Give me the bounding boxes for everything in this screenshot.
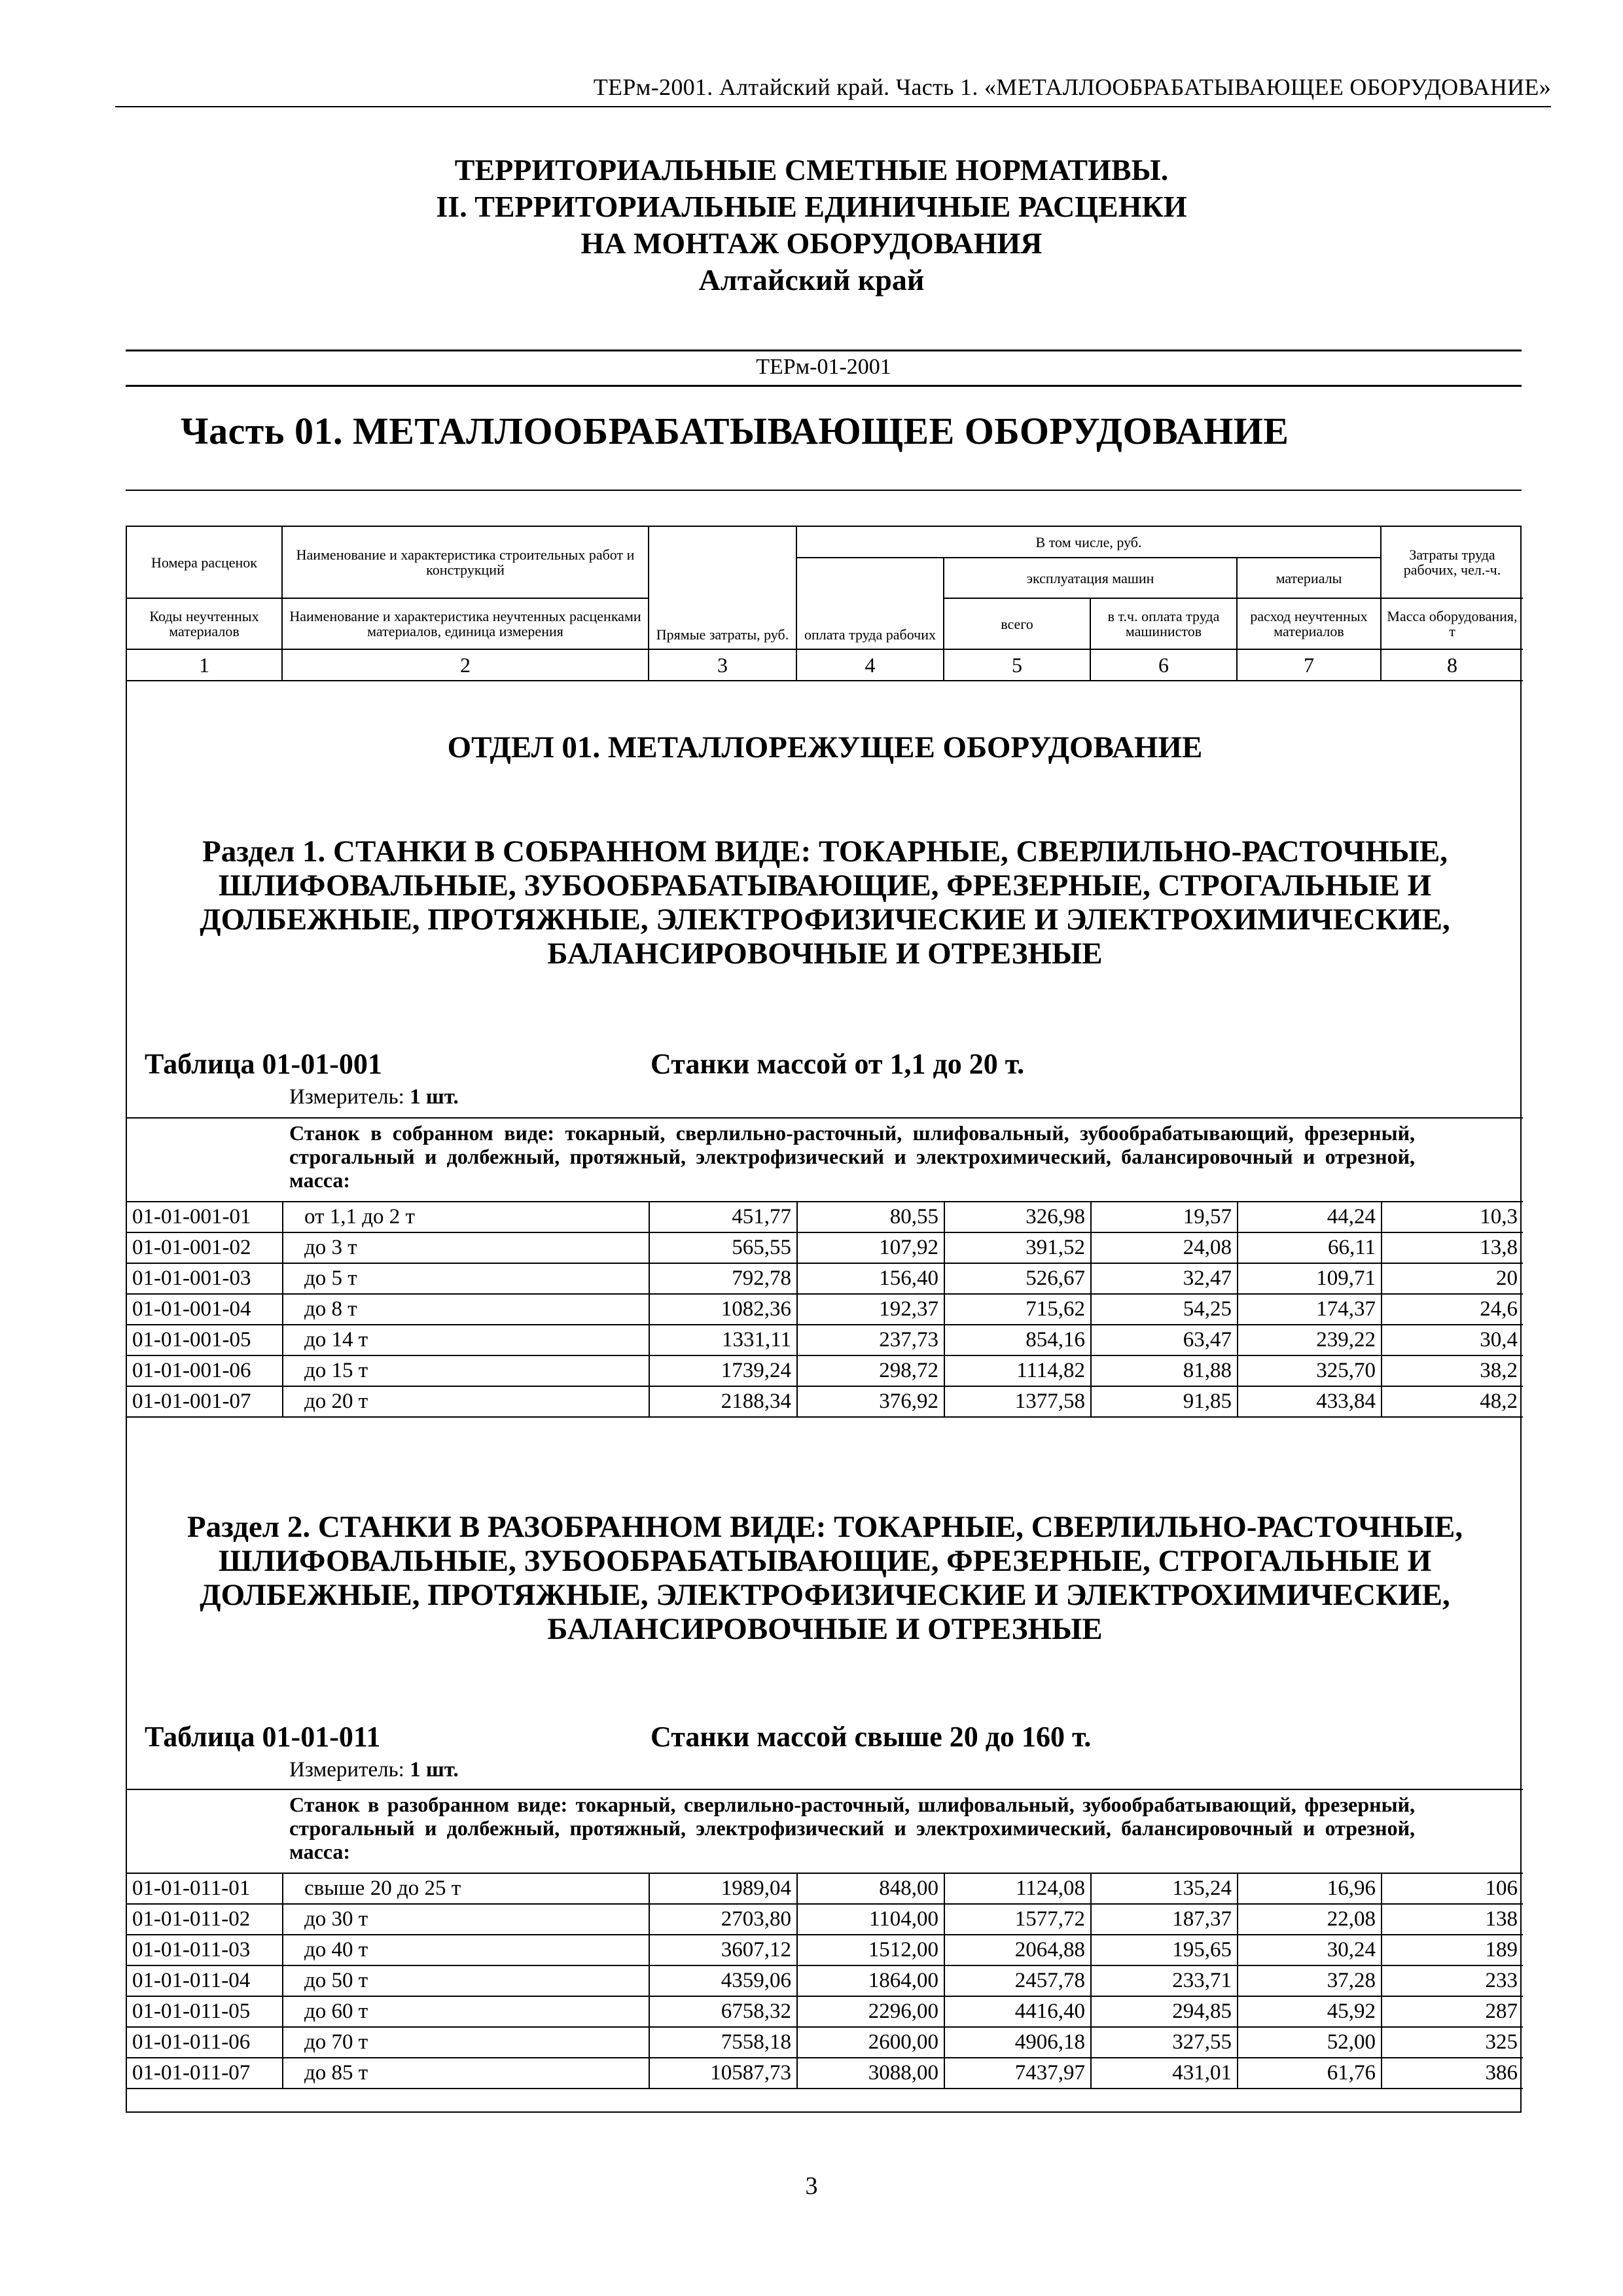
direct-costs-cell: 792,78 — [649, 1263, 797, 1294]
header-labor-pay: оплата труда рабочих — [797, 558, 944, 650]
labor-cost-cell: 287 — [1382, 1996, 1523, 2027]
machines-total-cell: 1124,08 — [944, 1873, 1091, 1904]
rate-name-cell: до 85 т — [283, 2058, 649, 2089]
section-title-line: БАЛАНСИРОВОЧНЫЕ И ОТРЕЗНЫЕ — [547, 937, 1103, 971]
direct-costs-cell: 451,77 — [649, 1202, 797, 1232]
rate-name-cell: до 60 т — [283, 1996, 649, 2027]
rate-code-cell: 01-01-011-07 — [127, 2058, 283, 2089]
rate-name-cell: до 15 т — [283, 1355, 649, 1386]
rates-sheet — [126, 526, 1522, 2113]
materials-cell: 37,28 — [1238, 1965, 1382, 1996]
main-title-line: Алтайский край — [698, 263, 925, 296]
labor-pay-cell: 1864,00 — [797, 1965, 944, 1996]
header-labor-cost: Затраты труда рабочих, чел.-ч. — [1382, 527, 1523, 599]
rate-name-cell: до 50 т — [283, 1965, 649, 1996]
table-name: Станки массой свыше 20 до 160 т. — [651, 1721, 1092, 1753]
code-rule-top — [126, 350, 1522, 351]
table-row — [127, 1232, 1523, 1263]
materials-cell: 44,24 — [1238, 1202, 1382, 1232]
labor-pay-cell: 1512,00 — [797, 1935, 944, 1965]
section-title-line: БАЛАНСИРОВОЧНЫЕ И ОТРЕЗНЫЕ — [547, 1612, 1103, 1646]
rate-name-cell: от 1,1 до 2 т — [283, 1202, 649, 1232]
machines-operators-pay-cell: 233,71 — [1091, 1965, 1238, 1996]
column-number: 6 — [1091, 650, 1238, 681]
labor-cost-cell: 325 — [1382, 2027, 1523, 2058]
labor-pay-cell: 298,72 — [797, 1355, 944, 1386]
machines-total-cell: 2457,78 — [944, 1965, 1091, 1996]
rate-code-cell: 01-01-001-02 — [127, 1232, 283, 1263]
table-measure — [289, 1758, 459, 1782]
rate-code-cell: 01-01-001-06 — [127, 1355, 283, 1386]
labor-pay-cell: 1104,00 — [797, 1904, 944, 1935]
machines-operators-pay-cell: 294,85 — [1091, 1996, 1238, 2027]
section-title-line: ДОЛБЕЖНЫЕ, ПРОТЯЖНЫЕ, ЭЛЕКТРОФИЗИЧЕСКИЕ И ЭЛЕКТРОХИМИЧЕСКИЕ, — [200, 1578, 1450, 1612]
labor-pay-cell: 3088,00 — [797, 2058, 944, 2089]
machines-operators-pay-cell: 54,25 — [1091, 1294, 1238, 1325]
section-title-line: ШЛИФОВАЛЬНЫЕ, ЗУБООБРАБАТЫВАЮЩИЕ, ФРЕЗЕРНЫЕ, СТРОГАЛЬНЫЕ И — [218, 1544, 1432, 1578]
labor-cost-cell: 20 — [1382, 1263, 1523, 1294]
rate-name-cell: до 70 т — [283, 2027, 649, 2058]
machines-total-cell: 7437,97 — [944, 2058, 1091, 2089]
labor-cost-cell: 138 — [1382, 1904, 1523, 1935]
table-row — [127, 1904, 1523, 1935]
header-direct-costs: Прямые затраты, руб. — [649, 527, 797, 650]
running-header: ТЕРм-2001. Алтайский край. Часть 1. «МЕТАЛЛООБРАБАТЫВАЮЩЕЕ ОБОРУДОВАНИЕ» — [593, 74, 1551, 100]
table-number: Таблица 01-01-001 — [145, 1048, 382, 1080]
table-row — [127, 1263, 1523, 1294]
header-col2-top: Наименование и характеристика строительных работ и конструкций — [283, 527, 649, 599]
table-2-description-row — [127, 1789, 1523, 1874]
machines-operators-pay-cell: 19,57 — [1091, 1202, 1238, 1232]
rate-code-cell: 01-01-001-05 — [127, 1325, 283, 1355]
machines-operators-pay-cell: 32,47 — [1091, 1263, 1238, 1294]
labor-pay-cell: 848,00 — [797, 1873, 944, 1904]
header-machines: эксплуатация машин — [944, 558, 1238, 599]
header-including: В том числе, руб. — [797, 527, 1382, 558]
machines-operators-pay-cell: 63,47 — [1091, 1325, 1238, 1355]
materials-cell: 66,11 — [1238, 1232, 1382, 1263]
labor-pay-cell: 192,37 — [797, 1294, 944, 1325]
department-title: ОТДЕЛ 01. МЕТАЛЛОРЕЖУЩЕЕ ОБОРУДОВАНИЕ — [447, 730, 1203, 764]
machines-operators-pay-cell: 81,88 — [1091, 1355, 1238, 1386]
main-title-line: II. ТЕРРИТОРИАЛЬНЫЕ ЕДИНИЧНЫЕ РАСЦЕНКИ — [436, 190, 1187, 223]
header-equipment-mass: Масса оборудования, т — [1382, 599, 1523, 650]
table-row — [127, 1202, 1523, 1232]
machines-total-cell: 1377,58 — [944, 1386, 1091, 1417]
section-title-line: ШЛИФОВАЛЬНЫЕ, ЗУБООБРАБАТЫВАЮЩИЕ, ФРЕЗЕРНЫЕ, СТРОГАЛЬНЫЕ И — [218, 869, 1432, 903]
materials-cell: 22,08 — [1238, 1904, 1382, 1935]
table-name: Станки массой от 1,1 до 20 т. — [651, 1048, 1025, 1080]
direct-costs-cell: 7558,18 — [649, 2027, 797, 2058]
direct-costs-cell: 6758,32 — [649, 1996, 797, 2027]
part-title: Часть 01. МЕТАЛЛООБРАБАТЫВАЮЩЕЕ ОБОРУДОВАНИЕ — [181, 410, 1289, 452]
direct-costs-cell: 565,55 — [649, 1232, 797, 1263]
measure-value: 1 шт. — [410, 1085, 459, 1109]
table-measure — [289, 1085, 459, 1109]
table-row — [127, 2027, 1523, 2058]
direct-costs-cell: 10587,73 — [649, 2058, 797, 2089]
labor-cost-cell: 189 — [1382, 1935, 1523, 1965]
direct-costs-cell: 1989,04 — [649, 1873, 797, 1904]
rate-name-cell: до 30 т — [283, 1904, 649, 1935]
column-number: 1 — [127, 650, 283, 681]
table-description: Станок в собранном виде: токарный, сверлильно-расточный, шлифовальный, зубообрабатывающий, фрезерный, строгальный и долбежный, протяжный, электрофизический и электрохимический, балансировочный и отрезной, масса: — [289, 1121, 1415, 1192]
main-title-line: ТЕРРИТОРИАЛЬНЫЕ СМЕТНЫЕ НОРМАТИВЫ. — [454, 153, 1169, 187]
rate-name-cell: свыше 20 до 25 т — [283, 1873, 649, 1904]
direct-costs-cell: 2188,34 — [649, 1386, 797, 1417]
main-title — [0, 152, 1623, 298]
table-row — [127, 1325, 1523, 1355]
materials-cell: 239,22 — [1238, 1325, 1382, 1355]
part-rule — [126, 490, 1522, 491]
column-number: 8 — [1382, 650, 1523, 681]
direct-costs-cell: 3607,12 — [649, 1935, 797, 1965]
direct-costs-cell: 2703,80 — [649, 1904, 797, 1935]
materials-cell: 61,76 — [1238, 2058, 1382, 2089]
table-row — [127, 1294, 1523, 1325]
rate-code-cell: 01-01-011-06 — [127, 2027, 283, 2058]
labor-pay-cell: 80,55 — [797, 1202, 944, 1232]
section-2-title — [127, 1510, 1523, 1646]
machines-total-cell: 1577,72 — [944, 1904, 1091, 1935]
measure-value: 1 шт. — [410, 1758, 459, 1782]
table-2-rows — [127, 1873, 1523, 2089]
table-row — [127, 2058, 1523, 2089]
table-1-description-row — [127, 1117, 1523, 1202]
measure-label: Измеритель: — [289, 1758, 404, 1782]
machines-total-cell: 4416,40 — [944, 1996, 1091, 2027]
materials-cell: 325,70 — [1238, 1355, 1382, 1386]
table-row — [127, 1996, 1523, 2027]
rate-code-cell: 01-01-011-01 — [127, 1873, 283, 1904]
column-number: 7 — [1238, 650, 1382, 681]
section-1-title — [127, 834, 1523, 971]
machines-operators-pay-cell: 327,55 — [1091, 2027, 1238, 2058]
table-row — [127, 1873, 1523, 1904]
main-title-line: НА МОНТАЖ ОБОРУДОВАНИЯ — [580, 226, 1043, 260]
rate-name-cell: до 8 т — [283, 1294, 649, 1325]
labor-pay-cell: 237,73 — [797, 1325, 944, 1355]
table-row — [127, 1965, 1523, 1996]
header-unaccounted-materials: расход неучтенных материалов — [1238, 599, 1382, 650]
table-row — [127, 1355, 1523, 1386]
machines-total-cell: 854,16 — [944, 1325, 1091, 1355]
labor-cost-cell: 233 — [1382, 1965, 1523, 1996]
labor-cost-cell: 30,4 — [1382, 1325, 1523, 1355]
column-number: 3 — [649, 650, 797, 681]
direct-costs-cell: 1082,36 — [649, 1294, 797, 1325]
labor-cost-cell: 386 — [1382, 2058, 1523, 2089]
rate-name-cell: до 5 т — [283, 1263, 649, 1294]
header-machines-operators: в т.ч. оплата труда машинистов — [1091, 599, 1238, 650]
rate-name-cell: до 14 т — [283, 1325, 649, 1355]
materials-cell: 174,37 — [1238, 1294, 1382, 1325]
column-number: 5 — [944, 650, 1091, 681]
machines-operators-pay-cell: 24,08 — [1091, 1232, 1238, 1263]
machines-total-cell: 2064,88 — [944, 1935, 1091, 1965]
materials-cell: 52,00 — [1238, 2027, 1382, 2058]
machines-total-cell: 4906,18 — [944, 2027, 1091, 2058]
machines-operators-pay-cell: 431,01 — [1091, 2058, 1238, 2089]
section-title-line: Раздел 1. СТАНКИ В СОБРАННОМ ВИДЕ: ТОКАРНЫЕ, СВЕРЛИЛЬНО-РАСТОЧНЫЕ, — [202, 834, 1448, 869]
machines-total-cell: 715,62 — [944, 1294, 1091, 1325]
materials-cell: 45,92 — [1238, 1996, 1382, 2027]
labor-pay-cell: 376,92 — [797, 1386, 944, 1417]
materials-cell: 433,84 — [1238, 1386, 1382, 1417]
rate-code-cell: 01-01-001-04 — [127, 1294, 283, 1325]
labor-cost-cell: 38,2 — [1382, 1355, 1523, 1386]
rate-name-cell: до 20 т — [283, 1386, 649, 1417]
machines-total-cell: 391,52 — [944, 1232, 1091, 1263]
section-title-line: Раздел 2. СТАНКИ В РАЗОБРАННОМ ВИДЕ: ТОКАРНЫЕ, СВЕРЛИЛЬНО-РАСТОЧНЫЕ, — [187, 1510, 1463, 1544]
header-col1-top: Номера расценок — [127, 527, 283, 599]
labor-cost-cell: 10,3 — [1382, 1202, 1523, 1232]
machines-total-cell: 326,98 — [944, 1202, 1091, 1232]
table-1-rows — [127, 1201, 1523, 1418]
doc-code: ТЕРм-01-2001 — [756, 355, 891, 379]
measure-label: Измеритель: — [289, 1085, 404, 1109]
page-number: 3 — [805, 2172, 818, 2200]
rate-code-cell: 01-01-011-04 — [127, 1965, 283, 1996]
rate-code-cell: 01-01-011-05 — [127, 1996, 283, 2027]
header-col1-bottom: Коды неучтенных материалов — [127, 599, 283, 650]
table-row — [127, 1386, 1523, 1417]
machines-operators-pay-cell: 195,65 — [1091, 1935, 1238, 1965]
rate-code-cell: 01-01-001-01 — [127, 1202, 283, 1232]
header-machines-total: всего — [944, 599, 1091, 650]
table-description: Станок в разобранном виде: токарный, сверлильно-расточный, шлифовальный, зубообрабатывающий, фрезерный, строгальный и долбежный, протяжный, электрофизический и электрохимический, балансировочный и отрезной, масса: — [289, 1793, 1415, 1863]
rate-code-cell: 01-01-011-02 — [127, 1904, 283, 1935]
labor-pay-cell: 156,40 — [797, 1263, 944, 1294]
materials-cell: 16,96 — [1238, 1873, 1382, 1904]
machines-operators-pay-cell: 135,24 — [1091, 1873, 1238, 1904]
table-number: Таблица 01-01-011 — [145, 1721, 381, 1753]
header-materials: материалы — [1238, 558, 1382, 599]
column-number: 4 — [797, 650, 944, 681]
materials-cell: 30,24 — [1238, 1935, 1382, 1965]
code-rule-bottom — [126, 385, 1522, 387]
labor-cost-cell: 24,6 — [1382, 1294, 1523, 1325]
rate-code-cell: 01-01-011-03 — [127, 1935, 283, 1965]
table-row — [127, 1935, 1523, 1965]
machines-total-cell: 526,67 — [944, 1263, 1091, 1294]
direct-costs-cell: 4359,06 — [649, 1965, 797, 1996]
materials-cell: 109,71 — [1238, 1263, 1382, 1294]
machines-total-cell: 1114,82 — [944, 1355, 1091, 1386]
rate-name-cell: до 40 т — [283, 1935, 649, 1965]
machines-operators-pay-cell: 91,85 — [1091, 1386, 1238, 1417]
section-title-line: ДОЛБЕЖНЫЕ, ПРОТЯЖНЫЕ, ЭЛЕКТРОФИЗИЧЕСКИЕ И ЭЛЕКТРОХИМИЧЕСКИЕ, — [200, 903, 1450, 937]
labor-pay-cell: 2296,00 — [797, 1996, 944, 2027]
rate-code-cell: 01-01-001-03 — [127, 1263, 283, 1294]
machines-operators-pay-cell: 187,37 — [1091, 1904, 1238, 1935]
labor-cost-cell: 13,8 — [1382, 1232, 1523, 1263]
direct-costs-cell: 1331,11 — [649, 1325, 797, 1355]
rate-code-cell: 01-01-001-07 — [127, 1386, 283, 1417]
header-col2-bottom: Наименование и характеристика неучтенных расценками материалов, единица измерения — [283, 599, 649, 650]
header-rule — [115, 106, 1551, 107]
direct-costs-cell: 1739,24 — [649, 1355, 797, 1386]
labor-pay-cell: 2600,00 — [797, 2027, 944, 2058]
column-number: 2 — [283, 650, 649, 681]
labor-cost-cell: 48,2 — [1382, 1386, 1523, 1417]
rate-name-cell: до 3 т — [283, 1232, 649, 1263]
labor-cost-cell: 106 — [1382, 1873, 1523, 1904]
labor-pay-cell: 107,92 — [797, 1232, 944, 1263]
